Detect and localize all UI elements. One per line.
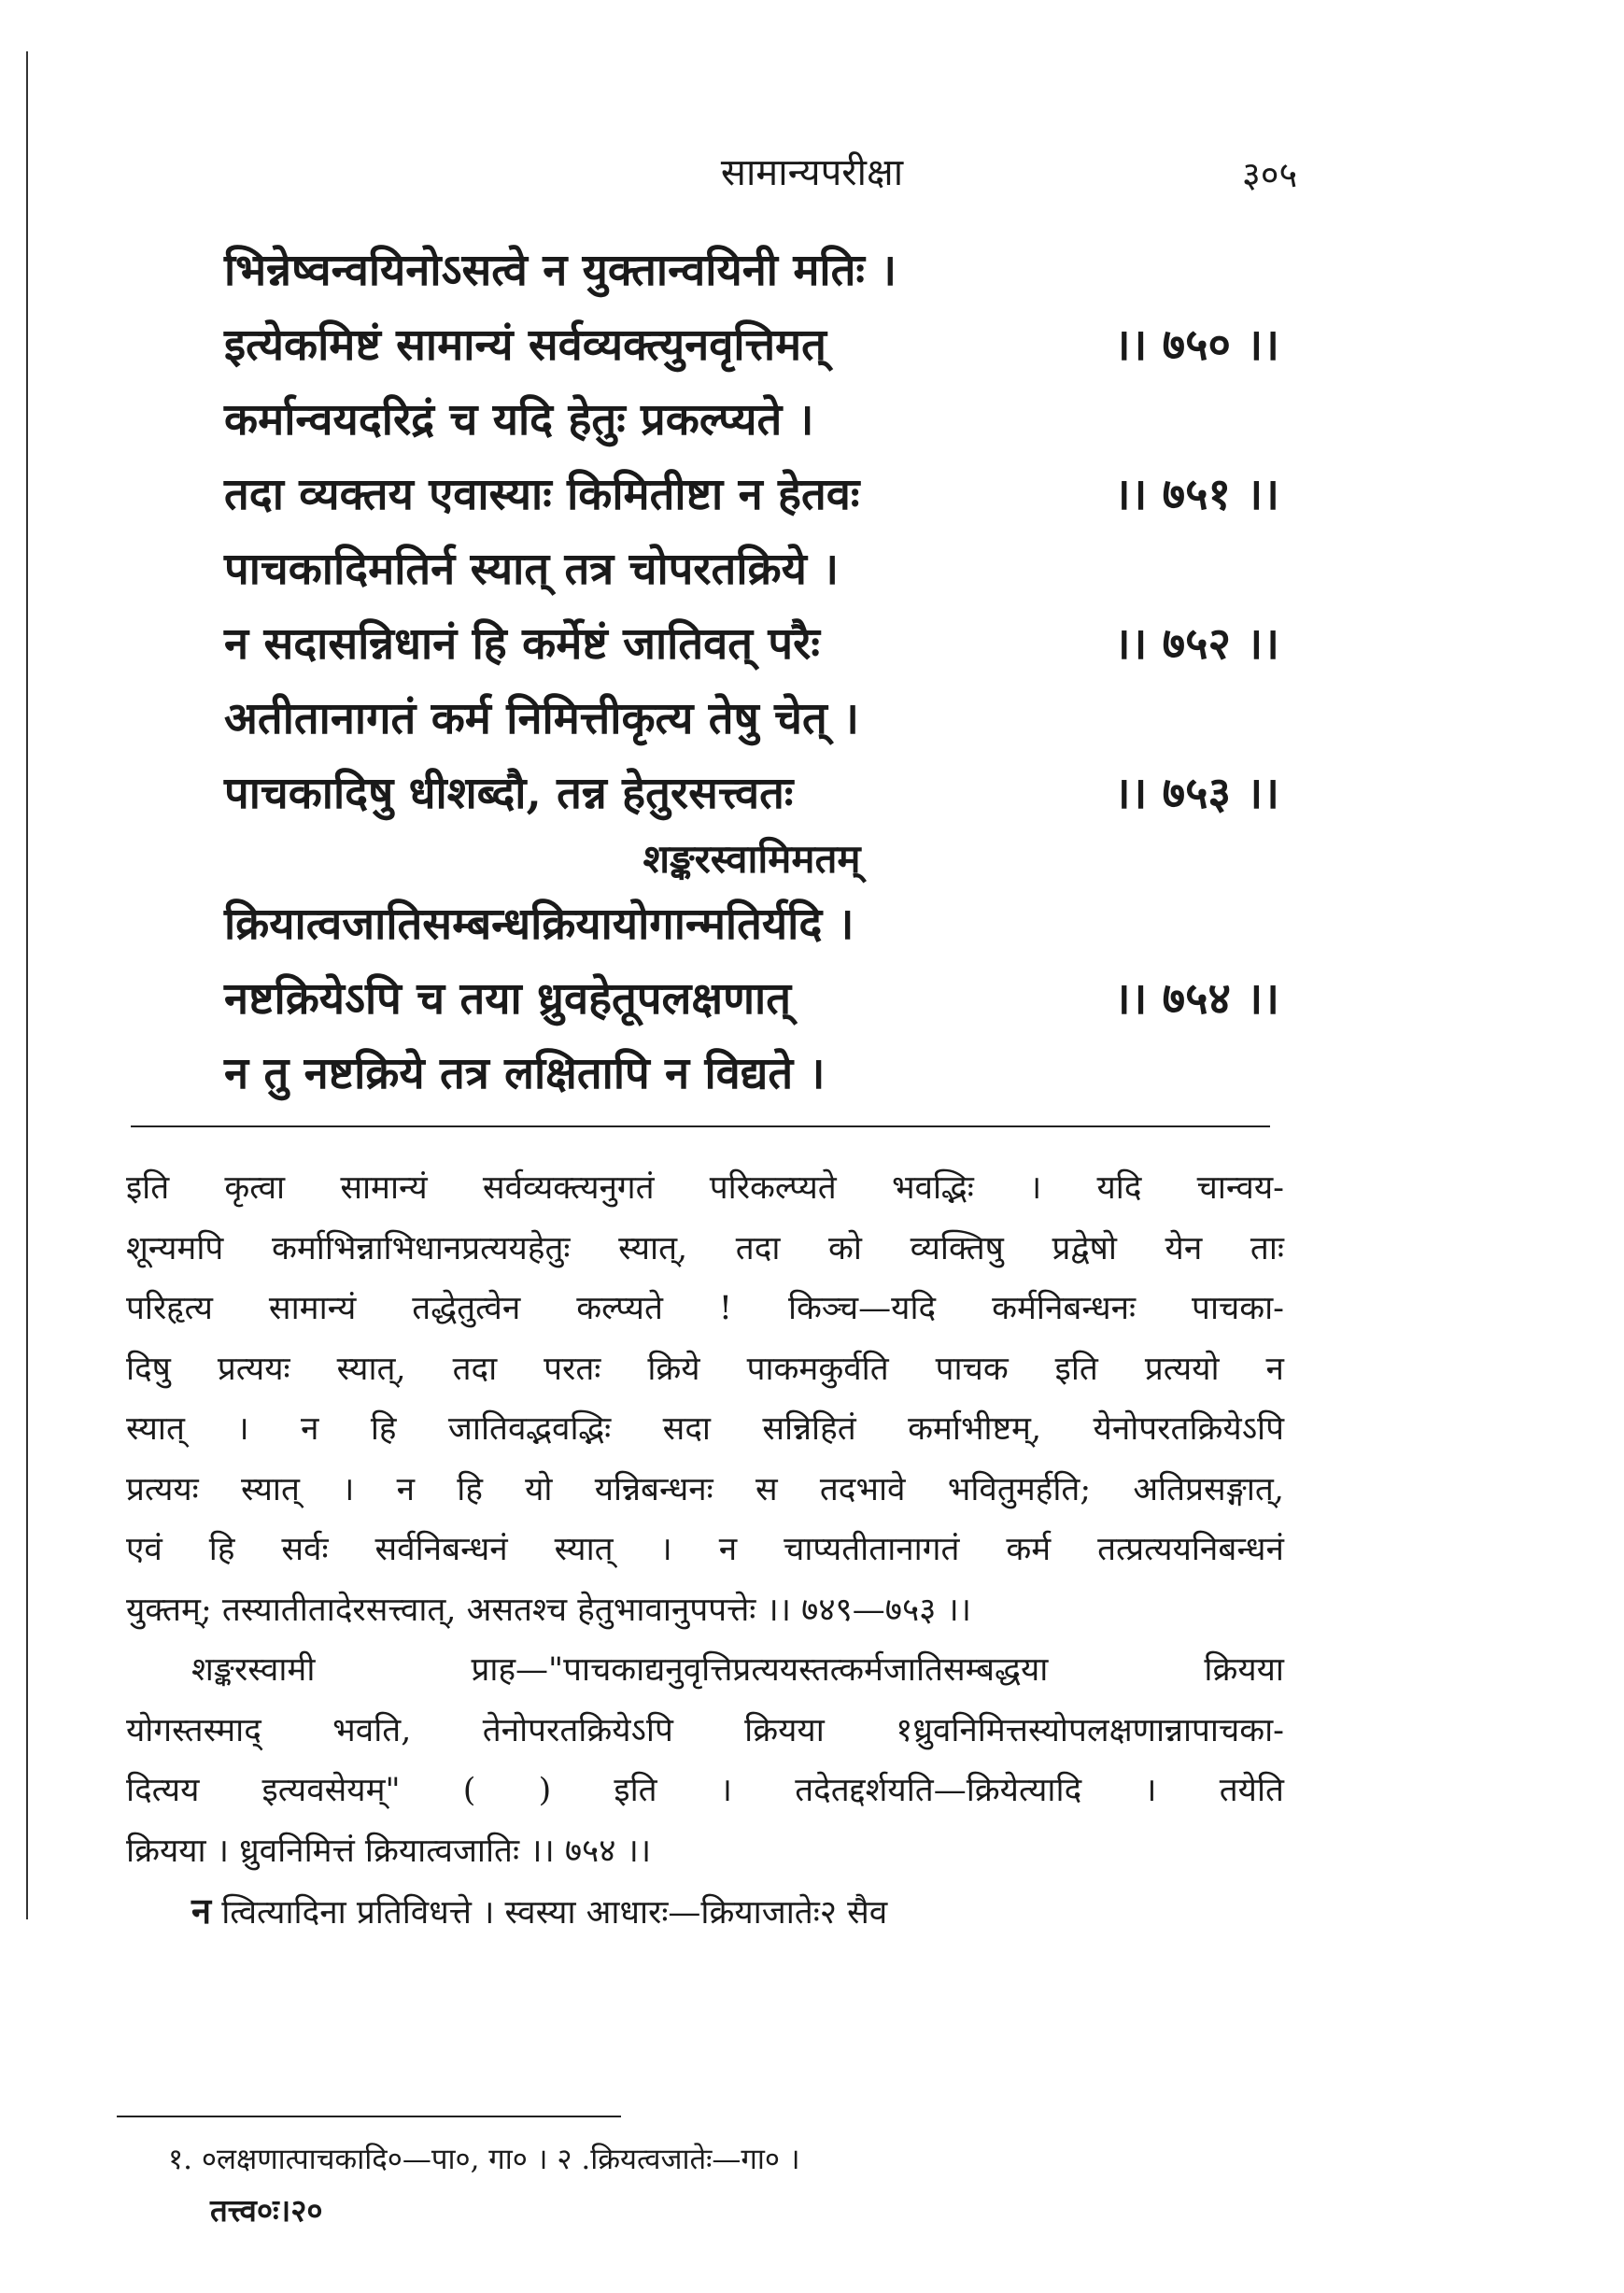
commentary-line: दिषु प्रत्ययः स्यात्, तदा परतः क्रिये पाकमकुर्वति पाचक इति प्रत्ययो न (126, 1350, 1284, 1388)
verse-line: न तु नष्टक्रिये तत्र लक्षितापि न विद्यते । (224, 1048, 826, 1099)
commentary-line: स्यात् । न हि जातिवद्भवद्भिः सदा सन्निहितं कर्माभीष्टम्, येनोपरतक्रियेऽपि (126, 1410, 1284, 1448)
verse-block (224, 234, 1279, 1111)
commentary-line: प्रत्ययः स्यात् । न हि यो यन्निबन्धनः स तदभावे भवितुमर्हति; अतिप्रसङ्गात्, (126, 1470, 1284, 1508)
running-title: सामान्यपरीक्षा (720, 151, 904, 194)
section-heading: शङ्करस्वामिमतम् (643, 836, 861, 882)
verse-line: कर्मान्वयदरिद्रं च यदि हेतुः प्रकल्प्यते । (224, 394, 814, 446)
binding-edge-line (26, 51, 28, 1919)
verse-line: पाचकादिषु धीशब्दौ, तन्न हेतुरसत्त्वतः ।। ७५३ ।। (224, 768, 1279, 819)
commentary-line: परिहृत्य सामान्यं तद्धेतुत्वेन कल्प्यते ! किञ्च—यदि कर्मनिबन्धनः पाचका- (126, 1290, 1284, 1327)
commentary-line: न त्वित्यादिना प्रतिविधत्ते । स्वस्या आधारः—क्रियाजातेः२ सैव (191, 1890, 888, 1932)
commentary-line: शङ्करस्वामी प्राह—"पाचकाद्यनुवृत्तिप्रत्ययस्तत्कर्मजातिसम्बद्धया क्रियया (191, 1651, 1284, 1689)
page-header (0, 140, 1624, 196)
lead-word: न (191, 1890, 212, 1932)
verse-line: पाचकादिमतिर्न स्यात् तत्र चोपरतक्रिये । (224, 544, 840, 595)
footnotes: १. ०लक्षणात्पाचकादि०—पा०, गा० । २ .क्रियत्वजातेः—गा० । (168, 2143, 800, 2176)
verse-line: भिन्नेष्वन्वयिनोऽसत्वे न युक्तान्वयिनी मतिः । (224, 245, 897, 296)
verse-line: क्रियात्वजातिसम्बन्धक्रियायोगान्मतिर्यदि । (224, 899, 854, 950)
commentary-line: इति कृत्वा सामान्यं सर्वव्यक्त्यनुगतं परिकल्प्यते भवद्भिः । यदि चान्वय- (126, 1169, 1284, 1207)
commentary-line: दित्यय इत्यवसेयम्" ( ) इति । तदेतद्दर्शयति—क्रियेत्यादि । तयेति (126, 1772, 1284, 1809)
signature-mark: तत्त्व०ः।२० (210, 2192, 323, 2229)
page-number: ३०५ (1242, 154, 1298, 195)
commentary-line: युक्तम्; तस्यातीतादेरसत्त्वात्, असतश्च हेतुभावानुपपत्तेः ।। ७४९—७५३ ।। (126, 1591, 971, 1629)
commentary-line: योगस्तस्माद् भवति, तेनोपरतक्रियेऽपि क्रियया १ध्रुवनिमित्तस्योपलक्षणान्नापाचका- (126, 1711, 1284, 1749)
footnote-divider (117, 2116, 621, 2117)
verse-line: तदा व्यक्तय एवास्याः किमितीष्टा न हेतवः ।। ७५१ ।। (224, 469, 1279, 520)
commentary-line: शून्यमपि कर्माभिन्नाभिधानप्रत्ययहेतुः स्यात्, तदा को व्यक्तिषु प्रद्वेषो येन ताः (126, 1229, 1284, 1267)
verse-line: न सदासन्निधानं हि कर्मेष्टं जातिवत् परैः ।। ७५२ ।। (224, 618, 1279, 670)
commentary-block (126, 1158, 1284, 1942)
verse-line: अतीतानागतं कर्म निमित्तीकृत्य तेषु चेत् । (224, 693, 859, 744)
verse-line: नष्टक्रियेऽपि च तया ध्रुवहेतूपलक्षणात् ।। ७५४ ।। (224, 973, 1279, 1025)
verse-commentary-divider (131, 1125, 1270, 1127)
commentary-line: क्रियया । ध्रुवनिमित्तं क्रियात्वजातिः ।। ७५४ ।। (126, 1832, 652, 1870)
commentary-line: एवं हि सर्वः सर्वनिबन्धनं स्यात् । न चाप्यतीतानागतं कर्म तत्प्रत्ययनिबन्धनं (126, 1531, 1284, 1568)
verse-line: इत्येकमिष्टं सामान्यं सर्वव्यक्त्युनवृत्तिमत् ।। ७५० ।। (224, 319, 1279, 371)
